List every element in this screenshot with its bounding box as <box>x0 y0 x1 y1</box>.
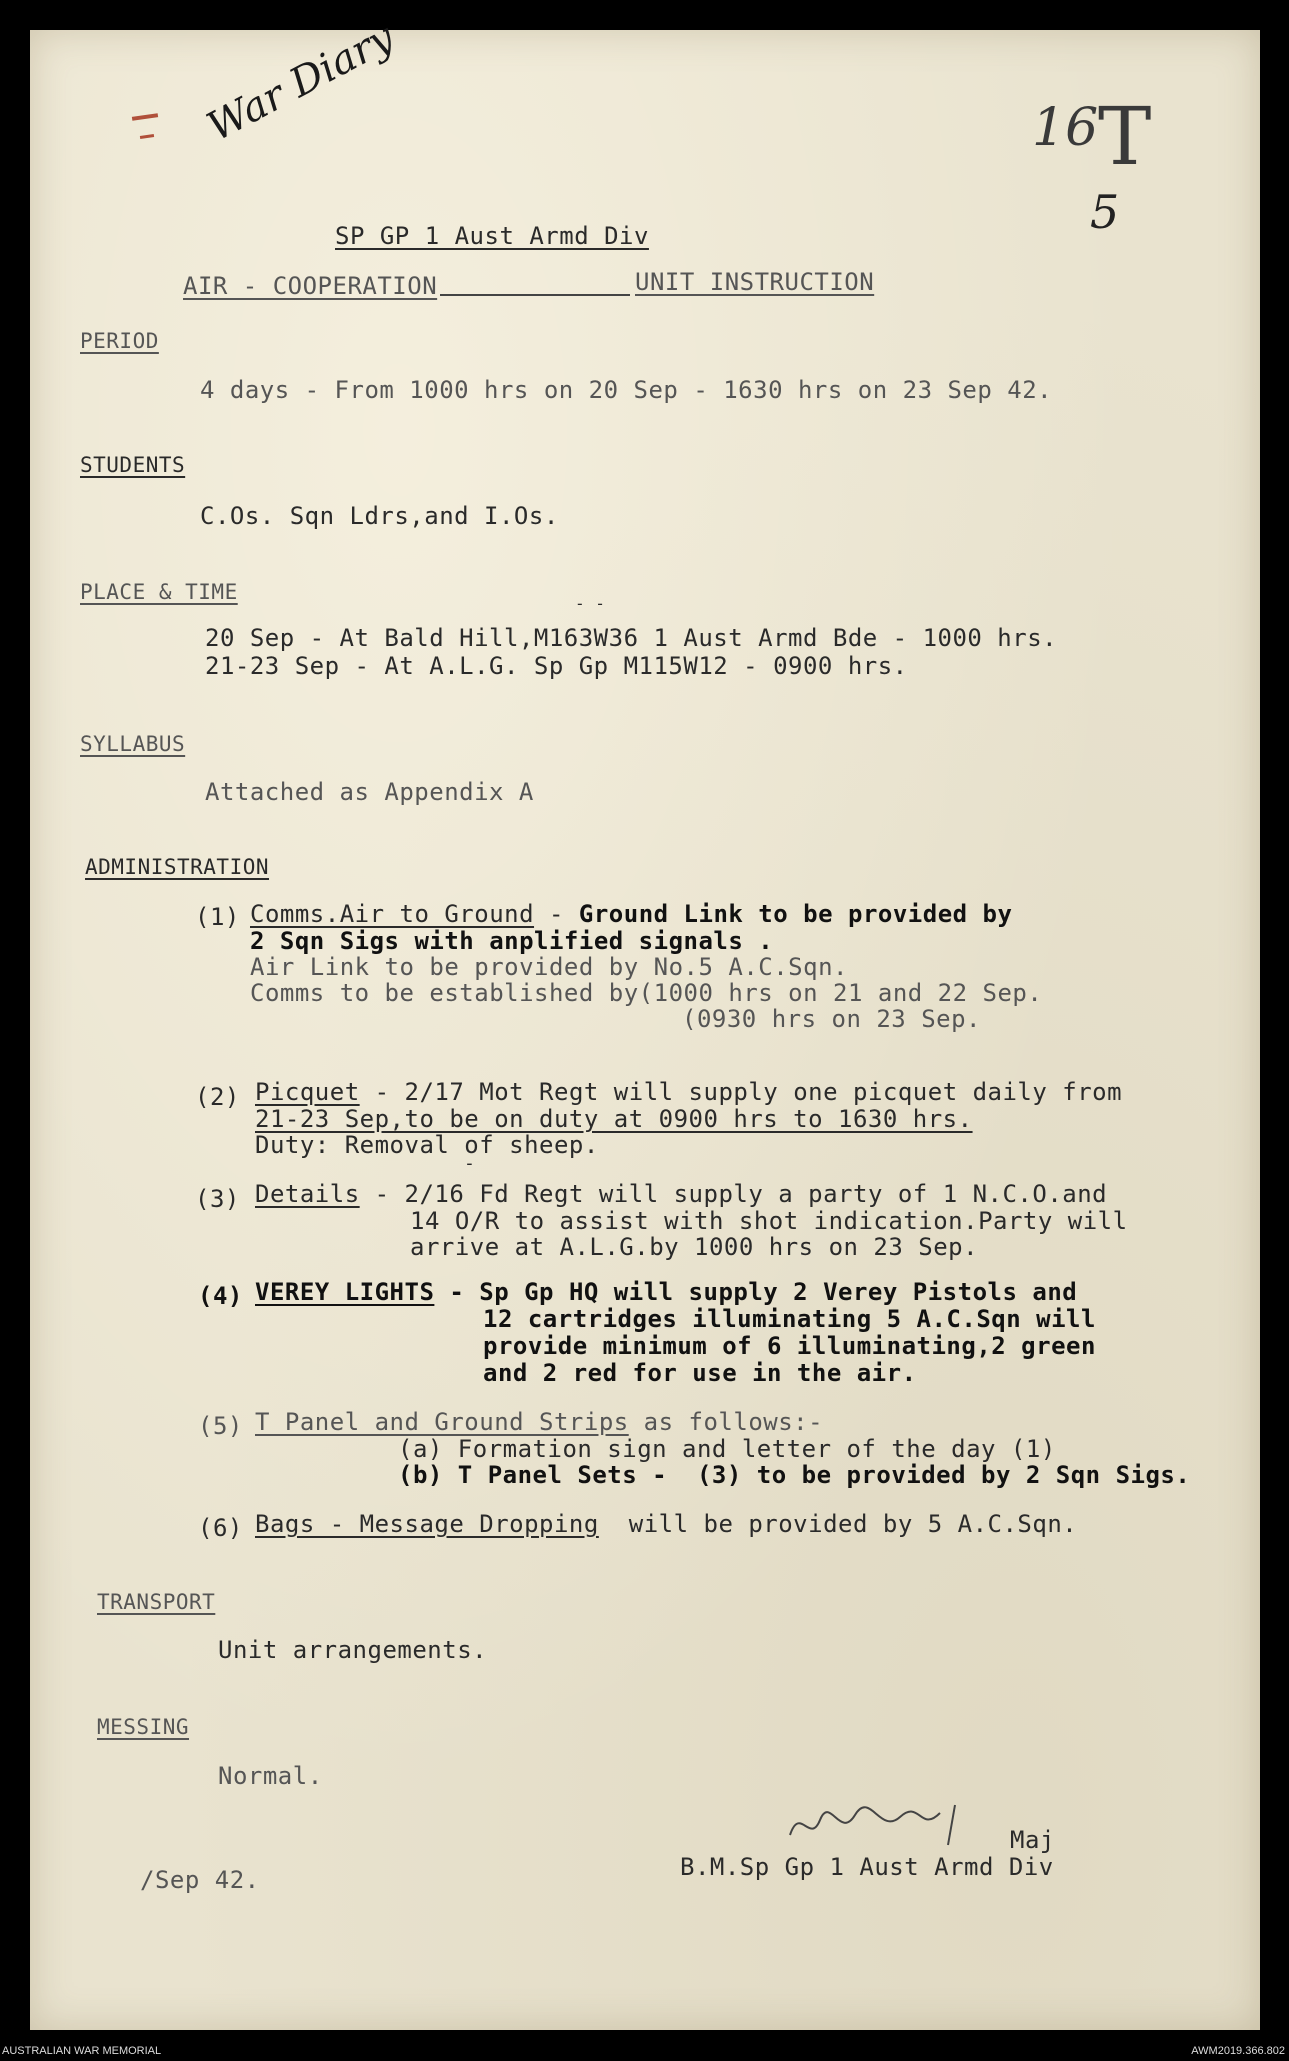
admin-item-line: Air Link to be provided by No.5 A.C.Sqn. <box>250 953 848 981</box>
folio-mark: T <box>1098 90 1152 183</box>
admin-item-label: Comms.Air to Ground <box>250 900 535 928</box>
place-time-line: 21-23 Sep - At A.L.G. Sp Gp M115W12 - 0900 hrs. <box>205 652 908 680</box>
signature-block: B.M.Sp Gp 1 Aust Armd Div <box>680 1853 1054 1881</box>
admin-item-number: (2) <box>195 1083 240 1111</box>
admin-item-number: (6) <box>198 1514 243 1542</box>
admin-item-line: (b) T Panel Sets - (3) to be provided by 2 Sqn Sigs. <box>398 1461 1191 1489</box>
admin-item-line: 2 Sqn Sigs with anplified signals . <box>250 927 774 955</box>
handwritten-signature <box>780 1795 1000 1855</box>
admin-item-first-line: T Panel and Ground Strips as follows:- <box>255 1408 824 1436</box>
admin-item-first-line: Bags - Message Dropping will be provided by 5 A.C.Sqn. <box>255 1510 1078 1538</box>
folio-number: 16 <box>1032 98 1099 158</box>
footer-right: AWM2019.366.802 <box>1191 2045 1285 2057</box>
admin-item-label: Picquet <box>255 1078 360 1106</box>
title-rule <box>440 294 630 296</box>
admin-item-line: 21-23 Sep,to be on duty at 0900 hrs to 1630 hrs. <box>255 1105 973 1133</box>
document-page <box>30 30 1260 2030</box>
messing-text: Normal. <box>218 1762 323 1790</box>
footer-left: AUSTRALIAN WAR MEMORIAL <box>2 2045 162 2057</box>
admin-item-label: T Panel and Ground Strips <box>255 1408 629 1436</box>
syllabus-text: Attached as Appendix A <box>205 778 534 806</box>
admin-item-first-line: Details - 2/16 Fd Regt will supply a party of 1 N.C.O.and <box>255 1180 1108 1208</box>
administration-heading: ADMINISTRATION <box>85 855 270 879</box>
admin-item-line: 12 cartridges illuminating 5 A.C.Sqn will <box>483 1305 1096 1333</box>
admin-item-line: (0930 hrs on 23 Sep. <box>682 1005 981 1033</box>
admin-item-mark: - <box>464 1153 476 1174</box>
admin-item-label: Bags - Message Dropping <box>255 1510 599 1538</box>
admin-item-line: and 2 red for use in the air. <box>483 1359 917 1387</box>
admin-item-line: arrive at A.L.G.by 1000 hrs on 23 Sep. <box>410 1233 979 1261</box>
admin-item-first-line: Comms.Air to Ground - Ground Link to be provided by <box>250 900 1013 928</box>
place-time-marks: - - <box>575 594 606 613</box>
messing-heading: MESSING <box>97 1715 190 1739</box>
admin-item-first-line: VEREY LIGHTS - Sp Gp HQ will supply 2 Verey Pistols and <box>255 1278 1078 1306</box>
admin-item-line: (a) Formation sign and letter of the day (1) <box>398 1435 1056 1463</box>
folio-sub: 5 <box>1090 185 1120 239</box>
admin-item-number: (3) <box>195 1185 240 1213</box>
students-text: C.Os. Sqn Ldrs,and I.Os. <box>200 502 559 530</box>
unit-heading: SP GP 1 Aust Armd Div <box>335 222 649 250</box>
students-heading: STUDENTS <box>80 453 186 477</box>
period-heading: PERIOD <box>80 329 159 353</box>
period-text: 4 days - From 1000 hrs on 20 Sep - 1630 hrs on 23 Sep 42. <box>200 376 1053 404</box>
place-time-line: 20 Sep - At Bald Hill,M163W36 1 Aust Armd Bde - 1000 hrs. <box>205 624 1058 652</box>
admin-item-number: (5) <box>198 1412 243 1440</box>
title-left: AIR - COOPERATION <box>183 272 438 300</box>
admin-item-label: VEREY LIGHTS <box>255 1278 435 1306</box>
syllabus-heading: SYLLABUS <box>80 732 186 756</box>
admin-item-line: Duty: Removal of sheep. <box>255 1131 599 1159</box>
admin-item-line: provide minimum of 6 illuminating,2 green <box>483 1332 1096 1360</box>
admin-item-number: (4) <box>198 1282 243 1310</box>
document-date: /Sep 42. <box>140 1866 260 1894</box>
title-right: UNIT INSTRUCTION <box>635 268 875 296</box>
war-diary-annotation: War Diary <box>200 14 402 151</box>
admin-item-line: Comms to be established by(1000 hrs on 21 and 22 Sep. <box>250 979 1043 1007</box>
admin-item-label: Details <box>255 1180 360 1208</box>
admin-item-first-line: Picquet - 2/17 Mot Regt will supply one picquet daily from <box>255 1078 1123 1106</box>
admin-item-line: 14 O/R to assist with shot indication.Party will <box>410 1207 1128 1235</box>
transport-text: Unit arrangements. <box>218 1636 488 1664</box>
place-time-heading: PLACE & TIME <box>80 580 238 604</box>
signature-rank: Maj <box>1010 1826 1055 1854</box>
transport-heading: TRANSPORT <box>97 1590 216 1614</box>
admin-item-number: (1) <box>195 903 240 931</box>
